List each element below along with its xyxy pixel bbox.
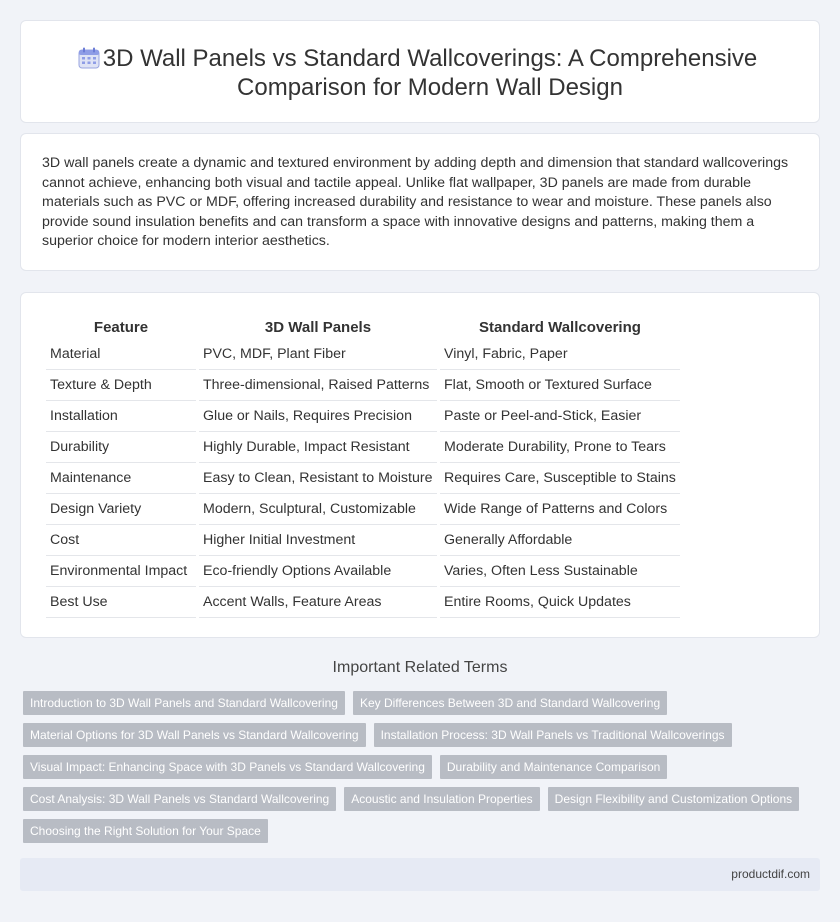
table-row [46, 339, 680, 370]
table-row [46, 556, 680, 587]
table-header-row [46, 315, 680, 339]
feature-cell: Texture & Depth [46, 370, 196, 401]
page-title: 3D Wall Panels vs Standard Wallcoverings: A Comprehensive Comparison for Modern Wall Design [102, 45, 758, 101]
panel-cell: Eco-friendly Options Available [199, 556, 437, 587]
panel-cell: Modern, Sculptural, Customizable [199, 494, 437, 525]
table-row [46, 525, 680, 556]
feature-cell: Environmental Impact [46, 556, 196, 587]
panel-cell: Higher Initial Investment [199, 525, 437, 556]
related-term-link[interactable]: Choosing the Right Solution for Your Space [23, 819, 268, 843]
comparison-card [20, 292, 820, 638]
table-row [46, 587, 680, 618]
feature-cell: Design Variety [46, 494, 196, 525]
feature-cell: Material [46, 339, 196, 370]
wallcovering-cell: Varies, Often Less Sustainable [440, 556, 680, 587]
wallcovering-cell: Vinyl, Fabric, Paper [440, 339, 680, 370]
related-term-link[interactable]: Material Options for 3D Wall Panels vs Standard Wallcovering [23, 723, 366, 747]
title-card [20, 20, 820, 123]
feature-cell: Cost [46, 525, 196, 556]
related-term-link[interactable]: Cost Analysis: 3D Wall Panels vs Standard Wallcovering [23, 787, 336, 811]
related-term-link[interactable]: Design Flexibility and Customization Options [548, 787, 799, 811]
related-term-link[interactable]: Installation Process: 3D Wall Panels vs Traditional Wallcoverings [374, 723, 732, 747]
related-term-link[interactable]: Introduction to 3D Wall Panels and Standard Wallcovering [23, 691, 345, 715]
related-terms-list [23, 691, 813, 843]
wallcovering-cell: Moderate Durability, Prone to Tears [440, 432, 680, 463]
related-term-link[interactable]: Key Differences Between 3D and Standard Wallcovering [353, 691, 667, 715]
feature-cell: Best Use [46, 587, 196, 618]
table-row [46, 370, 680, 401]
wallcovering-cell: Generally Affordable [440, 525, 680, 556]
wallcovering-cell: Flat, Smooth or Textured Surface [440, 370, 680, 401]
header-feature: Feature [93, 318, 149, 336]
wallcovering-cell: Wide Range of Patterns and Colors [440, 494, 680, 525]
table-row [46, 494, 680, 525]
intro-paragraph: 3D wall panels create a dynamic and textured environment by adding depth and dimension that standard wallcoverings cannot achieve, enhancing both visual and tactile appeal. Unlike flat wallpaper, 3D panels are made from durable materials such as PVC or MDF, offering increased durability and resistance to wear and moisture. These panels also provide sound insulation benefits and can transform a space with innovative designs and patterns, making them a superior choice for modern interior aesthetics. [42, 155, 789, 249]
panel-cell: Glue or Nails, Requires Precision [199, 401, 437, 432]
wallcovering-cell: Requires Care, Susceptible to Stains [440, 463, 680, 494]
intro-card [20, 133, 820, 271]
feature-cell: Durability [46, 432, 196, 463]
table-row [46, 401, 680, 432]
footer-site-link[interactable]: productdif.com [731, 867, 810, 881]
related-terms-heading: Important Related Terms [332, 659, 508, 676]
header-3d-wall-panels: 3D Wall Panels [264, 318, 372, 336]
related-term-link[interactable]: Acoustic and Insulation Properties [344, 787, 539, 811]
panel-cell: Highly Durable, Impact Resistant [199, 432, 437, 463]
header-standard-wallcovering: Standard Wallcovering [478, 318, 641, 336]
table-row [46, 463, 680, 494]
panel-cell: Accent Walls, Feature Areas [199, 587, 437, 618]
footer [20, 858, 820, 891]
panel-cell: PVC, MDF, Plant Fiber [199, 339, 437, 370]
panel-cell: Three-dimensional, Raised Patterns [199, 370, 437, 401]
related-term-link[interactable]: Visual Impact: Enhancing Space with 3D Panels vs Standard Wallcovering [23, 755, 432, 779]
table-row [46, 432, 680, 463]
feature-cell: Maintenance [46, 463, 196, 494]
related-term-link[interactable]: Durability and Maintenance Comparison [440, 755, 667, 779]
wallcovering-cell: Entire Rooms, Quick Updates [440, 587, 680, 618]
panel-cell: Easy to Clean, Resistant to Moisture [199, 463, 437, 494]
feature-cell: Installation [46, 401, 196, 432]
wallcovering-cell: Paste or Peel-and-Stick, Easier [440, 401, 680, 432]
comparison-table [43, 315, 683, 618]
